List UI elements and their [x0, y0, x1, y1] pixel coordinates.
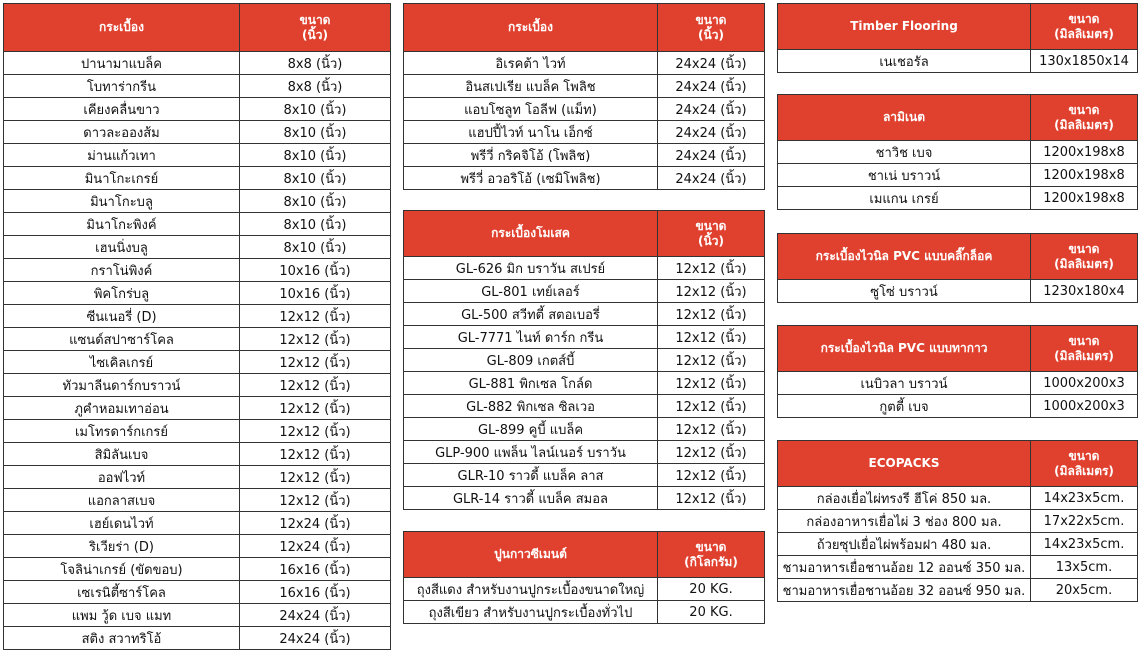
table-row	[404, 578, 765, 601]
product-name-cell: ซีนเนอรี่ (D)	[4, 305, 240, 328]
product-name-cell: GL-899 คูบี้ แบล็ค	[404, 418, 658, 441]
table-row	[778, 579, 1138, 602]
size-cell: 12x12 (นิ้ว)	[658, 303, 765, 326]
size-cell: 10x16 (นิ้ว)	[240, 259, 391, 282]
table-row	[4, 190, 391, 213]
size-cell: 12x12 (นิ้ว)	[658, 372, 765, 395]
table-row	[778, 510, 1138, 533]
product-name-cell: มินาโกะเกรย์	[4, 167, 240, 190]
table-row	[778, 395, 1138, 418]
table-body	[778, 50, 1138, 73]
table-body	[404, 52, 765, 190]
product-name-cell: แอกลาสเบจ	[4, 489, 240, 512]
header-product: กระเบื้องโมเสค	[404, 211, 658, 257]
table-row	[4, 121, 391, 144]
product-name-cell: GLP-900 แพล็น ไลน์เนอร์ บราวัน	[404, 441, 658, 464]
product-name-cell: ทัวมาลีนดาร์กบราวน์	[4, 374, 240, 397]
size-cell: 24x24 (นิ้ว)	[658, 75, 765, 98]
size-cell: 12x12 (นิ้ว)	[658, 395, 765, 418]
table-row	[404, 326, 765, 349]
product-name-cell: GL-500 สวีทตี้ สตอเบอรี่	[404, 303, 658, 326]
table-row	[404, 487, 765, 510]
header-product: กระเบื้องไวนิล PVC แบบทากาว	[778, 326, 1031, 372]
table-row	[4, 75, 391, 98]
product-name-cell: โบทาร่ากรีน	[4, 75, 240, 98]
size-cell: 24x24 (นิ้ว)	[658, 144, 765, 167]
header-product: ปูนกาวซีเมนต์	[404, 532, 658, 578]
table-row	[4, 420, 391, 443]
header-product: กระเบื้อง	[4, 4, 240, 52]
product-name-cell: กราโน่พิงค์	[4, 259, 240, 282]
header-size: ขนาด (มิลลิเมตร)	[1031, 326, 1138, 372]
header-product: Timber Flooring	[778, 4, 1031, 50]
size-cell: 8x10 (นิ้ว)	[240, 190, 391, 213]
size-cell: 12x24 (นิ้ว)	[240, 512, 391, 535]
table-row	[404, 601, 765, 624]
table-row	[4, 466, 391, 489]
size-cell: 24x24 (นิ้ว)	[658, 121, 765, 144]
table-row	[404, 144, 765, 167]
product-name-cell: กูตตี้ เบจ	[778, 395, 1031, 418]
header-size: ขนาด (นิ้ว)	[240, 4, 391, 52]
size-cell: 24x24 (นิ้ว)	[658, 52, 765, 75]
header-product: กระเบื้อง	[404, 4, 658, 52]
product-name-cell: อินสเปเรีย แบล็ค โพลิช	[404, 75, 658, 98]
header-size: ขนาด (มิลลิเมตร)	[1031, 234, 1138, 280]
size-cell: 12x12 (นิ้ว)	[240, 328, 391, 351]
size-cell: 8x10 (นิ้ว)	[240, 213, 391, 236]
product-name-cell: พิคโกร่บลู	[4, 282, 240, 305]
header-product: ลามิเนต	[778, 95, 1031, 141]
size-cell: 20 KG.	[658, 601, 765, 624]
product-name-cell: แฮปปี้ไวท์ นาโน เอ็กซ์	[404, 121, 658, 144]
table-row	[404, 257, 765, 280]
table-row	[404, 98, 765, 121]
size-cell: 17x22x5cm.	[1031, 510, 1138, 533]
product-name-cell: GL-809 เกตส์บี้	[404, 349, 658, 372]
product-name-cell: ภูคำหอมเทาอ่อน	[4, 397, 240, 420]
table-row	[778, 533, 1138, 556]
product-name-cell: สิมิลันเบจ	[4, 443, 240, 466]
header-size: ขนาด (มิลลิเมตร)	[1031, 441, 1138, 487]
header-size: ขนาด (มิลลิเมตร)	[1031, 4, 1138, 50]
size-cell: 12x12 (นิ้ว)	[658, 418, 765, 441]
size-cell: 24x24 (นิ้ว)	[240, 627, 391, 650]
table-body	[778, 280, 1138, 303]
product-name-cell: ออฟไวท์	[4, 466, 240, 489]
size-cell: 12x12 (นิ้ว)	[658, 326, 765, 349]
size-cell: 12x12 (นิ้ว)	[240, 443, 391, 466]
product-name-cell: ถ้วยซุปเยื่อไผ่พร้อมฝา 480 มล.	[778, 533, 1031, 556]
table-body	[404, 578, 765, 624]
product-name-cell: ชาเน่ บราวน์	[778, 164, 1031, 187]
product-name-cell: แซนด์สปาซาร์โคล	[4, 328, 240, 351]
size-cell: 10x16 (นิ้ว)	[240, 282, 391, 305]
table-row	[4, 535, 391, 558]
table-row	[4, 98, 391, 121]
product-name-cell: ชามอาหารเยื่อชานอ้อย 12 ออนซ์ 350 มล.	[778, 556, 1031, 579]
product-name-cell: พรีวี่ อวอริโอ้ (เซมิโพลิช)	[404, 167, 658, 190]
mosaic-table	[403, 210, 765, 510]
size-cell: 1200x198x8	[1031, 141, 1138, 164]
size-cell: 1000x200x3	[1031, 372, 1138, 395]
size-cell: 16x16 (นิ้ว)	[240, 581, 391, 604]
table-row	[778, 556, 1138, 579]
table-row	[404, 75, 765, 98]
table-row	[778, 372, 1138, 395]
cement-table	[403, 531, 765, 624]
size-cell: 8x10 (นิ้ว)	[240, 98, 391, 121]
table-body	[404, 257, 765, 510]
table-body	[778, 372, 1138, 418]
size-cell: 12x12 (นิ้ว)	[240, 489, 391, 512]
table-row	[404, 280, 765, 303]
size-cell: 12x12 (นิ้ว)	[240, 374, 391, 397]
table-row	[4, 374, 391, 397]
product-name-cell: ชามอาหารเยื่อชานอ้อย 32 ออนซ์ 950 มล.	[778, 579, 1031, 602]
size-cell: 1230x180x4	[1031, 280, 1138, 303]
product-name-cell: GLR-14 ราวดี้ แบล็ค สมอล	[404, 487, 658, 510]
size-cell: 1000x200x3	[1031, 395, 1138, 418]
table-row	[4, 144, 391, 167]
product-name-cell: เมโทรดาร์กเกรย์	[4, 420, 240, 443]
size-cell: 24x24 (นิ้ว)	[240, 604, 391, 627]
table-row	[778, 164, 1138, 187]
size-cell: 12x12 (นิ้ว)	[658, 464, 765, 487]
product-name-cell: ซูโซ่ บราวน์	[778, 280, 1031, 303]
product-name-cell: GL-801 เทย์เลอร์	[404, 280, 658, 303]
size-cell: 8x10 (นิ้ว)	[240, 144, 391, 167]
table-row	[778, 141, 1138, 164]
table-row	[4, 489, 391, 512]
size-cell: 12x12 (นิ้ว)	[658, 257, 765, 280]
size-cell: 1200x198x8	[1031, 187, 1138, 210]
size-cell: 20 KG.	[658, 578, 765, 601]
table-row	[404, 167, 765, 190]
timber-table	[777, 3, 1138, 73]
table-row	[404, 303, 765, 326]
size-cell: 12x12 (นิ้ว)	[658, 349, 765, 372]
table-row	[4, 512, 391, 535]
size-cell: 8x8 (นิ้ว)	[240, 75, 391, 98]
product-name-cell: เคียงคลื่นขาว	[4, 98, 240, 121]
product-name-cell: GLR-10 ราวดี้ แบล็ค ลาส	[404, 464, 658, 487]
product-name-cell: ม่านแก้วเทา	[4, 144, 240, 167]
table-row	[4, 351, 391, 374]
product-name-cell: ดาวละอองส้ม	[4, 121, 240, 144]
product-name-cell: กล่องอาหารเยื่อไผ่ 3 ช่อง 800 มล.	[778, 510, 1031, 533]
header-size: ขนาด (มิลลิเมตร)	[1031, 95, 1138, 141]
table-row	[4, 282, 391, 305]
product-name-cell: GL-7771 ไนท์ ดาร์ก กรีน	[404, 326, 658, 349]
size-cell: 24x24 (นิ้ว)	[658, 167, 765, 190]
product-name-cell: พรีวี่ กริคจิโอ้ (โพลิช)	[404, 144, 658, 167]
product-name-cell: เมแกน เกรย์	[778, 187, 1031, 210]
product-name-cell: ถุงสีเขียว สำหรับงานปูกระเบื้องทั่วไป	[404, 601, 658, 624]
size-cell: 1200x198x8	[1031, 164, 1138, 187]
size-cell: 16x16 (นิ้ว)	[240, 558, 391, 581]
product-name-cell: ถุงสีแดง สำหรับงานปูกระเบื้องขนาดใหญ่	[404, 578, 658, 601]
size-cell: 130x1850x14	[1031, 50, 1138, 73]
table-body	[4, 52, 391, 650]
table-row	[4, 328, 391, 351]
table-row	[4, 52, 391, 75]
table-row	[4, 167, 391, 190]
table-row	[4, 397, 391, 420]
table-row	[4, 604, 391, 627]
table-row	[778, 280, 1138, 303]
size-cell: 14x23x5cm.	[1031, 533, 1138, 556]
table-row	[778, 50, 1138, 73]
pvc-glue-table	[777, 325, 1138, 418]
table-row	[4, 236, 391, 259]
ecopacks-table	[777, 440, 1138, 602]
size-cell: 12x12 (นิ้ว)	[658, 280, 765, 303]
table-row	[4, 627, 391, 650]
header-size: ขนาด (กิโลกรัม)	[658, 532, 765, 578]
product-name-cell: เนบิวลา บราวน์	[778, 372, 1031, 395]
table-row	[404, 441, 765, 464]
product-name-cell: โจลิน่าเกรย์ (ขัดขอบ)	[4, 558, 240, 581]
product-name-cell: GL-882 พิกเซล ซิลเวอ	[404, 395, 658, 418]
size-cell: 8x8 (นิ้ว)	[240, 52, 391, 75]
size-cell: 12x12 (นิ้ว)	[240, 305, 391, 328]
table-row	[404, 418, 765, 441]
table-row	[4, 558, 391, 581]
product-name-cell: มินาโกะพิงค์	[4, 213, 240, 236]
table-row	[778, 187, 1138, 210]
table-row	[4, 305, 391, 328]
header-size: ขนาด (นิ้ว)	[658, 4, 765, 52]
product-name-cell: GL-626 มิก บราวัน สเปรย์	[404, 257, 658, 280]
product-name-cell: เซเรนิตี้ซาร์โคล	[4, 581, 240, 604]
product-name-cell: เนเชอรัล	[778, 50, 1031, 73]
product-name-cell: ปานามาแบล็ค	[4, 52, 240, 75]
table-body	[778, 487, 1138, 602]
laminate-table	[777, 94, 1138, 210]
table-row	[404, 349, 765, 372]
header-product: กระเบื้องไวนิล PVC แบบคลิ๊กล็อค	[778, 234, 1031, 280]
size-cell: 12x24 (นิ้ว)	[240, 535, 391, 558]
size-cell: 13x5cm.	[1031, 556, 1138, 579]
table-body	[778, 141, 1138, 210]
table-row	[404, 464, 765, 487]
table-row	[4, 259, 391, 282]
table-row	[404, 52, 765, 75]
table-row	[404, 395, 765, 418]
tile-table-2	[403, 3, 765, 190]
size-cell: 20x5cm.	[1031, 579, 1138, 602]
product-name-cell: สติง สวาทริโอ้	[4, 627, 240, 650]
table-row	[778, 487, 1138, 510]
product-name-cell: เฮย์เดนไวท์	[4, 512, 240, 535]
product-name-cell: กล่องเยื่อไผ่ทรงรี ฮีโค่ 850 มล.	[778, 487, 1031, 510]
header-product: ECOPACKS	[778, 441, 1031, 487]
product-name-cell: แอบโซลูท โอลีฟ (แม็ท)	[404, 98, 658, 121]
table-row	[404, 372, 765, 395]
product-name-cell: อิเรคต้า ไวท์	[404, 52, 658, 75]
size-cell: 12x12 (นิ้ว)	[240, 466, 391, 489]
size-cell: 8x10 (นิ้ว)	[240, 167, 391, 190]
product-name-cell: มินาโกะบลู	[4, 190, 240, 213]
header-size: ขนาด (นิ้ว)	[658, 211, 765, 257]
table-row	[4, 213, 391, 236]
table-row	[4, 443, 391, 466]
size-cell: 8x10 (นิ้ว)	[240, 121, 391, 144]
product-name-cell: ริเวียร่า (D)	[4, 535, 240, 558]
size-cell: 24x24 (นิ้ว)	[658, 98, 765, 121]
size-cell: 12x12 (นิ้ว)	[658, 441, 765, 464]
product-name-cell: เฮนนิ่งบลู	[4, 236, 240, 259]
product-name-cell: ชาวิช เบจ	[778, 141, 1031, 164]
product-name-cell: GL-881 พิกเซล โกล์ด	[404, 372, 658, 395]
size-cell: 12x12 (นิ้ว)	[240, 420, 391, 443]
pvc-click-table	[777, 233, 1138, 303]
table-row	[4, 581, 391, 604]
size-cell: 12x12 (นิ้ว)	[240, 397, 391, 420]
size-cell: 14x23x5cm.	[1031, 487, 1138, 510]
size-cell: 8x10 (นิ้ว)	[240, 236, 391, 259]
product-name-cell: ไซเคิลเกรย์	[4, 351, 240, 374]
size-cell: 12x12 (นิ้ว)	[240, 351, 391, 374]
tile-table-1	[3, 3, 391, 650]
product-name-cell: แพม วู้ด เบจ แมท	[4, 604, 240, 627]
size-cell: 12x12 (นิ้ว)	[658, 487, 765, 510]
table-row	[404, 121, 765, 144]
